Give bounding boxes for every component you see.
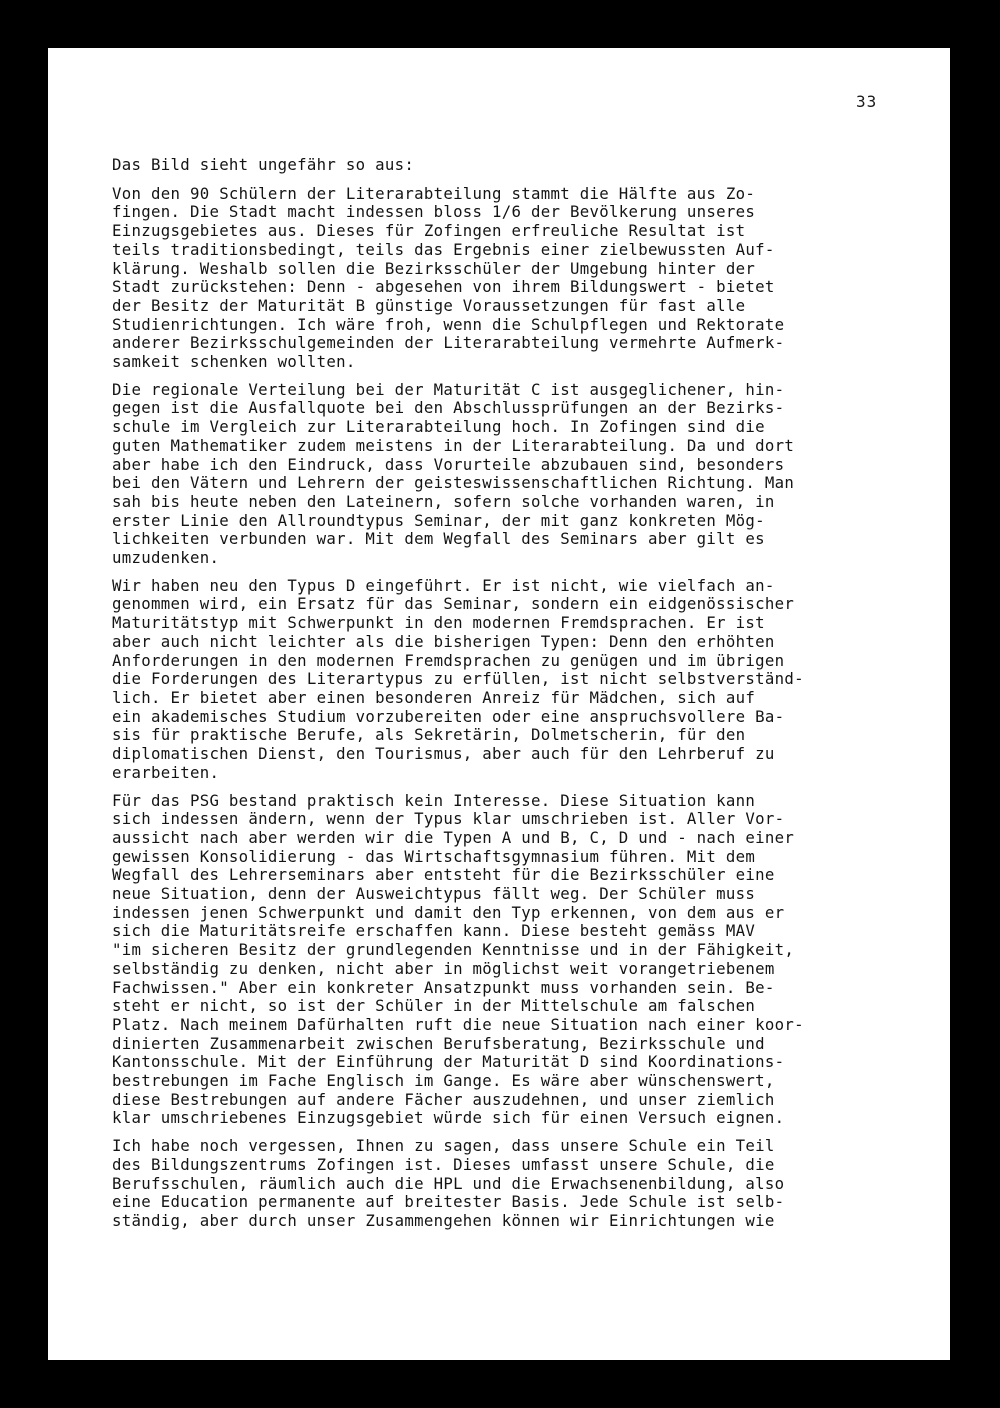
text-line: teils traditionsbedingt, teils das Ergebnis einer zielbewussten Auf-: [112, 239, 775, 259]
text-line: bei den Vätern und Lehrern der geisteswissenschaftlichen Richtung. Man: [112, 473, 795, 493]
text-line: Fachwissen." Aber ein konkreter Ansatzpunkt muss vorhanden sein. Be-: [112, 977, 775, 997]
text-line: Für das PSG bestand praktisch kein Interesse. Diese Situation kann: [112, 790, 756, 810]
text-line: sich die Maturitätsreife erschaffen kann. Diese besteht gemäss MAV: [112, 921, 756, 941]
text-line: neue Situation, denn der Ausweichtypus fällt weg. Der Schüler muss: [112, 884, 756, 904]
text-line: aber auch nicht leichter als die bisherigen Typen: Denn den erhöhten: [112, 631, 775, 651]
text-line: Einzugsgebietes aus. Dieses für Zofingen erfreuliche Resultat ist: [112, 221, 746, 241]
text-line: Platz. Nach meinem Dafürhalten ruft die neue Situation nach einer koor-: [112, 1014, 804, 1034]
text-line: fingen. Die Stadt macht indessen bloss 1/6 der Bevölkerung unseres: [112, 202, 756, 222]
page-number: 33: [856, 92, 878, 111]
text-line: ein akademisches Studium vorzubereiten oder eine anspruchsvollere Ba-: [112, 706, 785, 726]
text-line: Studienrichtungen. Ich wäre froh, wenn die Schulpflegen und Rektorate: [112, 314, 785, 334]
text-line: klärung. Weshalb sollen die Bezirksschüler der Umgebung hinter der: [112, 258, 756, 278]
text-line: die Forderungen des Literartypus zu erfüllen, ist nicht selbstverständ-: [112, 669, 804, 689]
text-line: bestrebungen im Fache Englisch im Gange. Es wäre aber wünschenswert,: [112, 1071, 775, 1091]
text-line: steht er nicht, so ist der Schüler in der Mittelschule am falschen: [112, 996, 756, 1016]
text-line: samkeit schenken wollten.: [112, 352, 356, 372]
text-line: des Bildungszentrums Zofingen ist. Dieses umfasst unsere Schule, die: [112, 1154, 775, 1174]
text-line: sah bis heute neben den Lateinern, sofern solche vorhanden waren, in: [112, 491, 775, 511]
text-line: Wegfall des Lehrerseminars aber entsteht für die Bezirksschüler eine: [112, 865, 775, 885]
document-page: [48, 48, 950, 1360]
text-line: der Besitz der Maturität B günstige Voraussetzungen für fast alle: [112, 295, 746, 315]
text-line: dinierten Zusammenarbeit zwischen Berufsberatung, Bezirksschule und: [112, 1033, 765, 1053]
text-line: sich indessen ändern, wenn der Typus klar umschrieben ist. Aller Vor-: [112, 809, 785, 829]
text-line: "im sicheren Besitz der grundlegenden Kenntnisse und in der Fähigkeit,: [112, 940, 795, 960]
text-line: Kantonsschule. Mit der Einführung der Maturität D sind Koordinations-: [112, 1052, 785, 1072]
text-line: Ich habe noch vergessen, Ihnen zu sagen, dass unsere Schule ein Teil: [112, 1136, 775, 1156]
paragraph-4: [112, 792, 932, 1129]
text-line: aber habe ich den Eindruck, dass Vorurteile abzubauen sind, besonders: [112, 454, 785, 474]
text-line: diplomatischen Dienst, den Tourismus, aber auch für den Lehrberuf zu: [112, 744, 775, 764]
text-line: Die regionale Verteilung bei der Maturität C ist ausgeglichener, hin-: [112, 379, 785, 399]
text-line: Anforderungen in den modernen Fremdsprachen zu genügen und im übrigen: [112, 650, 785, 670]
text-line: Wir haben neu den Typus D eingeführt. Er ist nicht, wie vielfach an-: [112, 575, 775, 595]
text-line: Stadt zurückstehen: Denn - abgesehen von ihrem Bildungswert - bietet: [112, 277, 775, 297]
text-line: eine Education permanente auf breitester Basis. Jede Schule ist selb-: [112, 1192, 785, 1212]
text-line: anderer Bezirksschulgemeinden der Literarabteilung vermehrte Aufmerk-: [112, 333, 785, 353]
intro-line: Das Bild sieht ungefähr so aus:: [112, 155, 415, 174]
text-line: gewissen Konsolidierung - das Wirtschaftsgymnasium führen. Mit dem: [112, 846, 756, 866]
text-line: diese Bestrebungen auf andere Fächer auszudehnen, und unser ziemlich: [112, 1089, 775, 1109]
text-line: lich. Er bietet aber einen besonderen Anreiz für Mädchen, sich auf: [112, 687, 756, 707]
text-line: lichkeiten verbunden war. Mit dem Wegfall des Seminars aber gilt es: [112, 529, 765, 549]
text-line: erster Linie den Allroundtypus Seminar, der mit ganz konkreten Mög-: [112, 510, 765, 530]
text-line: ständig, aber durch unser Zusammengehen können wir Einrichtungen wie: [112, 1210, 775, 1230]
paragraph-5: [112, 1137, 932, 1231]
text-line: Von den 90 Schülern der Literarabteilung stammt die Hälfte aus Zo-: [112, 183, 756, 203]
text-line: aussicht nach aber werden wir die Typen A und B, C, D und - nach einer: [112, 827, 795, 847]
paragraph-2: [112, 381, 932, 568]
text-line: guten Mathematiker zudem meistens in der Literarabteilung. Da und dort: [112, 435, 795, 455]
paragraph-1: [112, 185, 932, 372]
text-line: erarbeiten.: [112, 762, 220, 782]
text-line: Berufsschulen, räumlich auch die HPL und die Erwachsenenbildung, also: [112, 1173, 785, 1193]
text-line: selbständig zu denken, nicht aber in möglichst weit vorangetriebenem: [112, 958, 775, 978]
text-line: schule im Vergleich zur Literarabteilung hoch. In Zofingen sind die: [112, 417, 765, 437]
text-line: sis für praktische Berufe, als Sekretärin, Dolmetscherin, für den: [112, 725, 746, 745]
text-line: indessen jenen Schwerpunkt und damit den Typ erkennen, von dem aus er: [112, 902, 785, 922]
document-body: [112, 156, 932, 1240]
text-line: genommen wird, ein Ersatz für das Seminar, sondern ein eidgenössischer: [112, 594, 795, 614]
text-line: klar umschriebenes Einzugsgebiet würde sich für einen Versuch eignen.: [112, 1108, 785, 1128]
text-line: umzudenken.: [112, 548, 220, 568]
paragraph-3: [112, 577, 932, 783]
text-line: Maturitätstyp mit Schwerpunkt in den modernen Fremdsprachen. Er ist: [112, 613, 765, 633]
text-line: gegen ist die Ausfallquote bei den Abschlussprüfungen an der Bezirks-: [112, 398, 785, 418]
